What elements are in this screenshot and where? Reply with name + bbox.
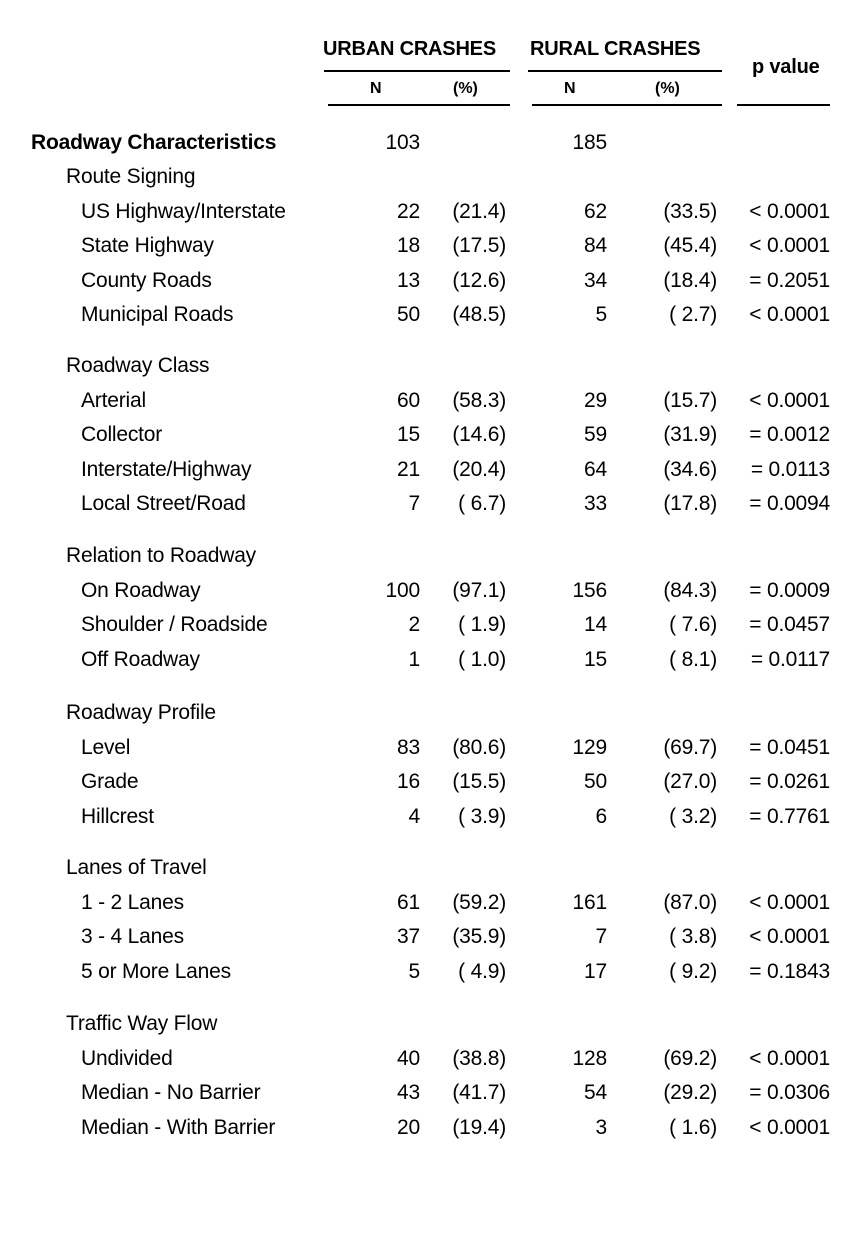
row-label: 3 - 4 Lanes xyxy=(81,925,184,948)
rural-pct: (29.2) xyxy=(663,1081,717,1104)
section-heading: Relation to Roadway xyxy=(66,544,256,567)
row-label: Hillcrest xyxy=(81,805,154,828)
section-heading: Roadway Profile xyxy=(66,701,216,724)
urban-n: 13 xyxy=(397,269,420,292)
p-value: = 0.0117 xyxy=(750,648,830,671)
urban-header-rule xyxy=(324,70,510,72)
rural-n: 33 xyxy=(584,492,607,515)
rural-n: 128 xyxy=(572,1047,607,1070)
row-label: Grade xyxy=(81,770,139,793)
urban-pct: (80.6) xyxy=(452,736,506,759)
row-label: County Roads xyxy=(81,269,212,292)
urban-pct: (17.5) xyxy=(452,234,506,257)
row-label: 5 or More Lanes xyxy=(81,960,231,983)
rural-pct: (69.2) xyxy=(663,1047,717,1070)
rural-pct: (84.3) xyxy=(663,579,717,602)
p-value: < 0.0001 xyxy=(749,234,830,257)
rural-total-n: 185 xyxy=(572,131,607,154)
rural-subheader-rule xyxy=(532,104,722,106)
rural-n: 7 xyxy=(595,925,607,948)
p-value: = 0.0113 xyxy=(750,458,830,481)
rural-n: 14 xyxy=(584,613,607,636)
rural-n-header: N xyxy=(564,80,576,97)
rural-n: 129 xyxy=(572,736,607,759)
p-value: = 0.0306 xyxy=(749,1081,830,1104)
urban-pct: ( 3.9) xyxy=(458,805,506,828)
p-value-header: p value xyxy=(752,56,820,78)
row-label: On Roadway xyxy=(81,579,201,602)
p-value: = 0.1843 xyxy=(749,960,830,983)
rural-pct: (27.0) xyxy=(663,770,717,793)
urban-pct: (35.9) xyxy=(452,925,506,948)
urban-crashes-header: URBAN CRASHES xyxy=(323,38,496,60)
urban-pct: (48.5) xyxy=(452,303,506,326)
p-value: = 0.0094 xyxy=(749,492,830,515)
p-value: = 0.7761 xyxy=(749,805,830,828)
rural-pct-header: (%) xyxy=(655,80,680,97)
urban-n: 40 xyxy=(397,1047,420,1070)
urban-n: 1 xyxy=(408,648,420,671)
rural-n: 17 xyxy=(584,960,607,983)
urban-n: 43 xyxy=(397,1081,420,1104)
section-heading: Traffic Way Flow xyxy=(66,1012,218,1035)
rural-pct: ( 7.6) xyxy=(669,613,717,636)
row-label: Collector xyxy=(81,423,163,446)
urban-pct: (21.4) xyxy=(452,200,506,223)
section-heading: Route Signing xyxy=(66,165,196,188)
row-label: Median - No Barrier xyxy=(81,1081,261,1104)
urban-n: 61 xyxy=(397,891,420,914)
rural-n: 62 xyxy=(584,200,607,223)
urban-n: 16 xyxy=(397,770,420,793)
table-title: Roadway Characteristics xyxy=(31,131,277,154)
p-value: < 0.0001 xyxy=(749,891,830,914)
row-label: Median - With Barrier xyxy=(81,1116,276,1139)
p-value: < 0.0001 xyxy=(749,303,830,326)
row-label: Interstate/Highway xyxy=(81,458,252,481)
rural-pct: (18.4) xyxy=(663,269,717,292)
urban-total-n: 103 xyxy=(385,131,420,154)
row-label: Undivided xyxy=(81,1047,173,1070)
rural-n: 161 xyxy=(572,891,607,914)
rural-pct: ( 1.6) xyxy=(669,1116,717,1139)
p-value: = 0.0451 xyxy=(749,736,830,759)
p-value: = 0.0457 xyxy=(749,613,830,636)
urban-n: 37 xyxy=(397,925,420,948)
rural-pct: ( 8.1) xyxy=(669,648,717,671)
urban-pct: ( 4.9) xyxy=(458,960,506,983)
rural-pct: (69.7) xyxy=(663,736,717,759)
rural-pct: ( 9.2) xyxy=(669,960,717,983)
row-label: Arterial xyxy=(81,389,146,412)
p-value: = 0.0009 xyxy=(749,579,830,602)
row-label: Off Roadway xyxy=(81,648,200,671)
urban-n: 4 xyxy=(408,805,420,828)
rural-crashes-header: RURAL CRASHES xyxy=(530,38,701,60)
urban-n: 2 xyxy=(408,613,420,636)
rural-pct: (45.4) xyxy=(663,234,717,257)
urban-pct: ( 1.9) xyxy=(458,613,506,636)
rural-n: 34 xyxy=(584,269,607,292)
rural-header-rule xyxy=(528,70,722,72)
rural-pct: ( 3.2) xyxy=(669,805,717,828)
rural-n: 6 xyxy=(595,805,607,828)
rural-n: 15 xyxy=(584,648,607,671)
urban-pct: (12.6) xyxy=(452,269,506,292)
urban-pct: ( 6.7) xyxy=(458,492,506,515)
rural-pct: (15.7) xyxy=(663,389,717,412)
urban-pct-header: (%) xyxy=(453,80,478,97)
rural-pct: (33.5) xyxy=(663,200,717,223)
section-heading: Roadway Class xyxy=(66,354,210,377)
p-value: < 0.0001 xyxy=(749,925,830,948)
urban-pct: (58.3) xyxy=(452,389,506,412)
rural-pct: ( 2.7) xyxy=(669,303,717,326)
urban-n: 22 xyxy=(397,200,420,223)
p-value-rule xyxy=(737,104,830,106)
row-label: 1 - 2 Lanes xyxy=(81,891,184,914)
p-value: = 0.2051 xyxy=(749,269,830,292)
row-label: Municipal Roads xyxy=(81,303,234,326)
rural-n: 84 xyxy=(584,234,607,257)
row-label: Shoulder / Roadside xyxy=(81,613,268,636)
urban-pct: ( 1.0) xyxy=(458,648,506,671)
p-value: < 0.0001 xyxy=(749,1116,830,1139)
section-heading: Lanes of Travel xyxy=(66,856,207,879)
rural-n: 59 xyxy=(584,423,607,446)
urban-n: 50 xyxy=(397,303,420,326)
row-label: Local Street/Road xyxy=(81,492,246,515)
urban-subheader-rule xyxy=(328,104,510,106)
p-value: < 0.0001 xyxy=(749,1047,830,1070)
urban-n: 15 xyxy=(397,423,420,446)
urban-pct: (19.4) xyxy=(452,1116,506,1139)
rural-n: 50 xyxy=(584,770,607,793)
p-value: < 0.0001 xyxy=(749,200,830,223)
rural-n: 64 xyxy=(584,458,607,481)
urban-pct: (97.1) xyxy=(452,579,506,602)
urban-n: 100 xyxy=(385,579,420,602)
rural-pct: (17.8) xyxy=(663,492,717,515)
row-label: US Highway/Interstate xyxy=(81,200,286,223)
rural-pct: (34.6) xyxy=(663,458,717,481)
urban-pct: (15.5) xyxy=(452,770,506,793)
urban-n: 7 xyxy=(408,492,420,515)
rural-n: 3 xyxy=(595,1116,607,1139)
urban-pct: (14.6) xyxy=(452,423,506,446)
p-value: < 0.0001 xyxy=(749,389,830,412)
rural-n: 29 xyxy=(584,389,607,412)
p-value: = 0.0261 xyxy=(749,770,830,793)
rural-n: 156 xyxy=(572,579,607,602)
rural-pct: (31.9) xyxy=(663,423,717,446)
rural-pct: (87.0) xyxy=(663,891,717,914)
rural-pct: ( 3.8) xyxy=(669,925,717,948)
row-label: Level xyxy=(81,736,131,759)
urban-n: 83 xyxy=(397,736,420,759)
urban-pct: (38.8) xyxy=(452,1047,506,1070)
p-value: = 0.0012 xyxy=(749,423,830,446)
urban-n: 5 xyxy=(408,960,420,983)
urban-n: 60 xyxy=(397,389,420,412)
rural-n: 5 xyxy=(595,303,607,326)
urban-n: 20 xyxy=(397,1116,420,1139)
urban-pct: (59.2) xyxy=(452,891,506,914)
urban-n-header: N xyxy=(370,80,382,97)
urban-pct: (20.4) xyxy=(452,458,506,481)
urban-pct: (41.7) xyxy=(452,1081,506,1104)
row-label: State Highway xyxy=(81,234,214,257)
rural-n: 54 xyxy=(584,1081,607,1104)
urban-n: 18 xyxy=(397,234,420,257)
urban-n: 21 xyxy=(397,458,420,481)
